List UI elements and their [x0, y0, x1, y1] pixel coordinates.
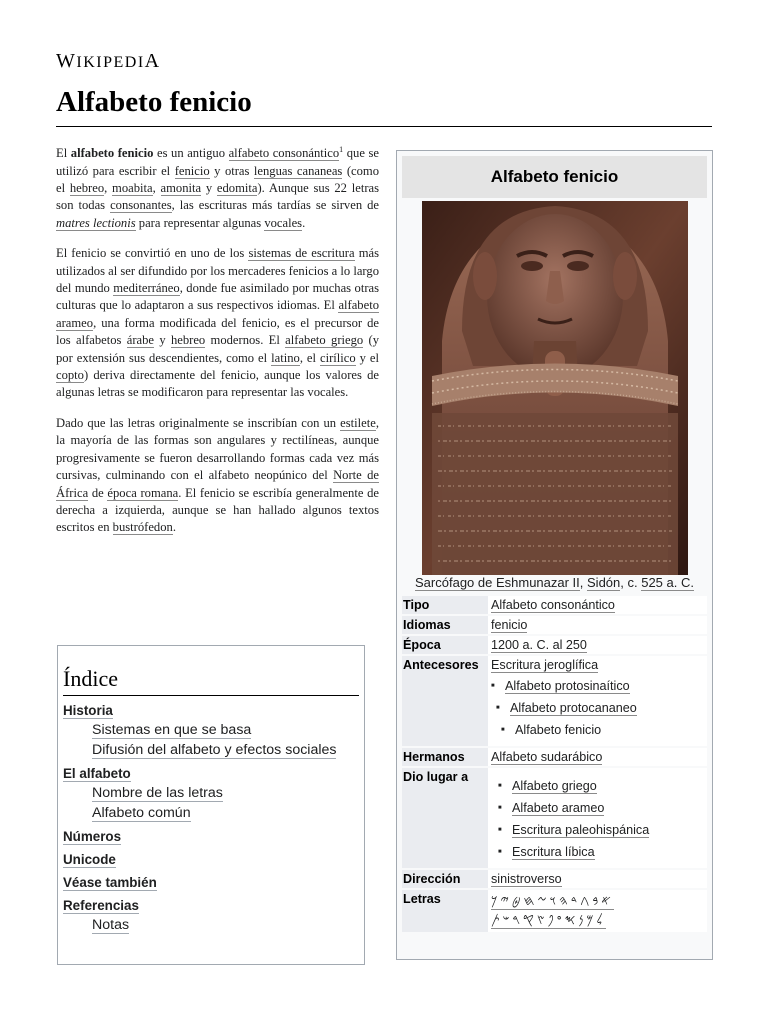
link[interactable]: matres lectionis	[56, 215, 136, 230]
toc-item-nombre-letras[interactable]: Nombre de las letras	[92, 785, 223, 801]
row-hermanos: Hermanos Alfabeto sudarábico	[402, 748, 707, 766]
row-tipo: Tipo Alfabeto consonántico	[402, 596, 707, 614]
link[interactable]: alfabeto griego	[285, 333, 364, 348]
link[interactable]: Escritura líbica	[512, 845, 595, 859]
bold-term: alfabeto fenicio	[70, 146, 154, 161]
row-letras: Letras 𐤀𐤁𐤂𐤃𐤄𐤅𐤆𐤇𐤈𐤉𐤊 𐤋𐤌𐤍𐤎𐤏𐤐𐤑𐤒𐤓𐤔𐤕	[402, 890, 707, 932]
link[interactable]: fenicio	[491, 618, 528, 632]
toc-item-notas[interactable]: Notas	[92, 917, 130, 933]
infobox-rows	[402, 596, 707, 934]
caption-link-sarcophagus[interactable]: Sarcófago de Eshmunazar II	[415, 575, 580, 590]
link[interactable]: 1200 a. C. al 250	[491, 638, 587, 652]
title-divider	[56, 126, 712, 127]
link[interactable]: Alfabeto griego	[512, 779, 597, 793]
link[interactable]: Alfabeto arameo	[512, 801, 605, 815]
link[interactable]: amonita	[160, 181, 202, 195]
link[interactable]: Alfabeto protosinaítico	[505, 679, 630, 693]
caption-link-date[interactable]: 525 a. C.	[641, 575, 694, 590]
sarcophagus-image[interactable]	[422, 201, 688, 575]
link[interactable]: bustrófedon	[112, 520, 173, 535]
link[interactable]: consonantes	[110, 198, 172, 213]
paragraph-difusion: El fenicio se convirtió en uno de los sistemas de escritura más utilizados al ser difundido por los mercaderes fenicios a lo largo del mundo mediterráneo, donde fue asimilado por muchas otras culturas que lo adaptaron a sus respectivos idiomas. El alfabeto arameo, una forma modificada del fenicio, es el precursor de los alfabetos árabe y hebreo modernos. El alfabeto griego (y por extensión sus descendientes, como el latino, el cirílico y el copto) deriva directamente del fenicio, aunque los valores de algunas letras se modificaron para representar las vocales.	[56, 246, 380, 400]
link[interactable]: Escritura jeroglífica	[491, 658, 599, 672]
toc-item-historia[interactable]: Historia	[63, 703, 113, 718]
caption-link-sidon[interactable]: Sidón	[587, 575, 621, 590]
infobox-title: Alfabeto fenicio	[402, 156, 707, 198]
toc-item-vease-tambien[interactable]: Véase también	[63, 875, 157, 890]
link[interactable]: copto	[56, 368, 84, 383]
link[interactable]: moabita	[112, 181, 153, 195]
link[interactable]: árabe	[126, 333, 155, 348]
article-body	[56, 141, 379, 550]
paragraph-formas: Dado que las letras originalmente se inscribían con un estilete, la mayoría de las formas son angulares y rectilíneas, aunque progresivamente se fueron desarrollando formas cada vez más cursivas, culminando con el alfabeto neopúnico del Norte de África de época romana. El fenicio se escribía generalmente de derecha a izquierda, aunque se han hallado algunos textos escritos en bustrófedon.	[56, 415, 379, 535]
link[interactable]: mediterráneo	[113, 281, 180, 296]
link[interactable]: estilete	[340, 415, 376, 430]
paragraph-intro: El alfabeto fenicio es un antiguo alfabeto consonántico$^1$ que se utilizó para escribir el fenicio y otras lenguas cananeas (como el hebreo, moabita, amonita y edomita). Aunque sus 22 letras son todas consonantes, las escrituras más tardías se sirven de matres lectionis para representar algunas vocales.	[56, 145, 380, 230]
link[interactable]: alfabeto consonántico	[228, 146, 340, 161]
link[interactable]: Alfabeto sudarábico	[491, 750, 603, 764]
toc-title: Índice	[63, 666, 359, 696]
toc-item-difusion[interactable]: Difusión del alfabeto y efectos sociales	[92, 742, 337, 758]
image-caption: Sarcófago de Eshmunazar II, Sidón, c. 525 a. C.	[415, 575, 694, 590]
phoenician-letters-row-2[interactable]: 𐤋𐤌𐤍𐤎𐤏𐤐𐤑𐤒𐤓𐤔𐤕	[491, 913, 606, 928]
row-idiomas: Idiomas fenicio	[402, 616, 707, 634]
toc-item-el-alfabeto[interactable]: El alfabeto	[63, 766, 131, 781]
wikipedia-logo[interactable]: WIKIPEDIA	[56, 50, 161, 72]
toc-item-sistemas[interactable]: Sistemas en que se basa	[92, 722, 252, 738]
row-antecesores: Antecesores Escritura jeroglífica ■ Alfabeto protosinaítico ■ Alfabeto protocananeo ■ Alfabeto fenicio	[402, 656, 707, 746]
link[interactable]: Escritura paleohispánica	[512, 823, 650, 837]
link[interactable]: Alfabeto consonántico	[491, 598, 615, 612]
link[interactable]: sinistroverso	[491, 872, 562, 886]
link[interactable]: latino	[271, 350, 300, 365]
link[interactable]: hebreo	[170, 333, 206, 348]
toc-item-alfabeto-comun[interactable]: Alfabeto común	[92, 805, 191, 821]
toc-item-unicode[interactable]: Unicode	[63, 852, 116, 867]
row-direccion: Dirección sinistroverso	[402, 870, 707, 888]
link[interactable]: Norte de África	[56, 468, 379, 500]
link[interactable]: fenicio	[174, 163, 210, 178]
phoenician-letters-row-1[interactable]: 𐤀𐤁𐤂𐤃𐤄𐤅𐤆𐤇𐤈𐤉𐤊	[491, 894, 614, 909]
link[interactable]: lenguas cananeas	[253, 163, 343, 178]
row-epoca: Época 1200 a. C. al 250	[402, 636, 707, 654]
current-item: Alfabeto fenicio	[515, 723, 602, 737]
link[interactable]: hebreo	[69, 181, 105, 195]
link[interactable]: alfabeto arameo	[56, 298, 379, 330]
toc-item-referencias[interactable]: Referencias	[63, 898, 139, 913]
toc-item-numeros[interactable]: Números	[63, 829, 122, 844]
table-of-contents	[57, 645, 365, 965]
link[interactable]: cirílico	[320, 350, 356, 365]
link[interactable]: edomita	[216, 181, 258, 195]
infobox	[396, 150, 713, 960]
row-dio-lugar: Dio lugar a ■ Alfabeto griego ■ Alfabeto arameo ■ Escritura paleohispánica ■ Escritura líbica	[402, 768, 707, 868]
page-title: Alfabeto fenicio	[56, 86, 252, 118]
link[interactable]: Alfabeto protocananeo	[510, 701, 637, 715]
link[interactable]: sistemas de escritura	[248, 246, 355, 261]
link[interactable]: época romana	[107, 485, 179, 500]
link[interactable]: vocales	[264, 215, 303, 230]
reference-1[interactable]: 1	[339, 145, 344, 154]
